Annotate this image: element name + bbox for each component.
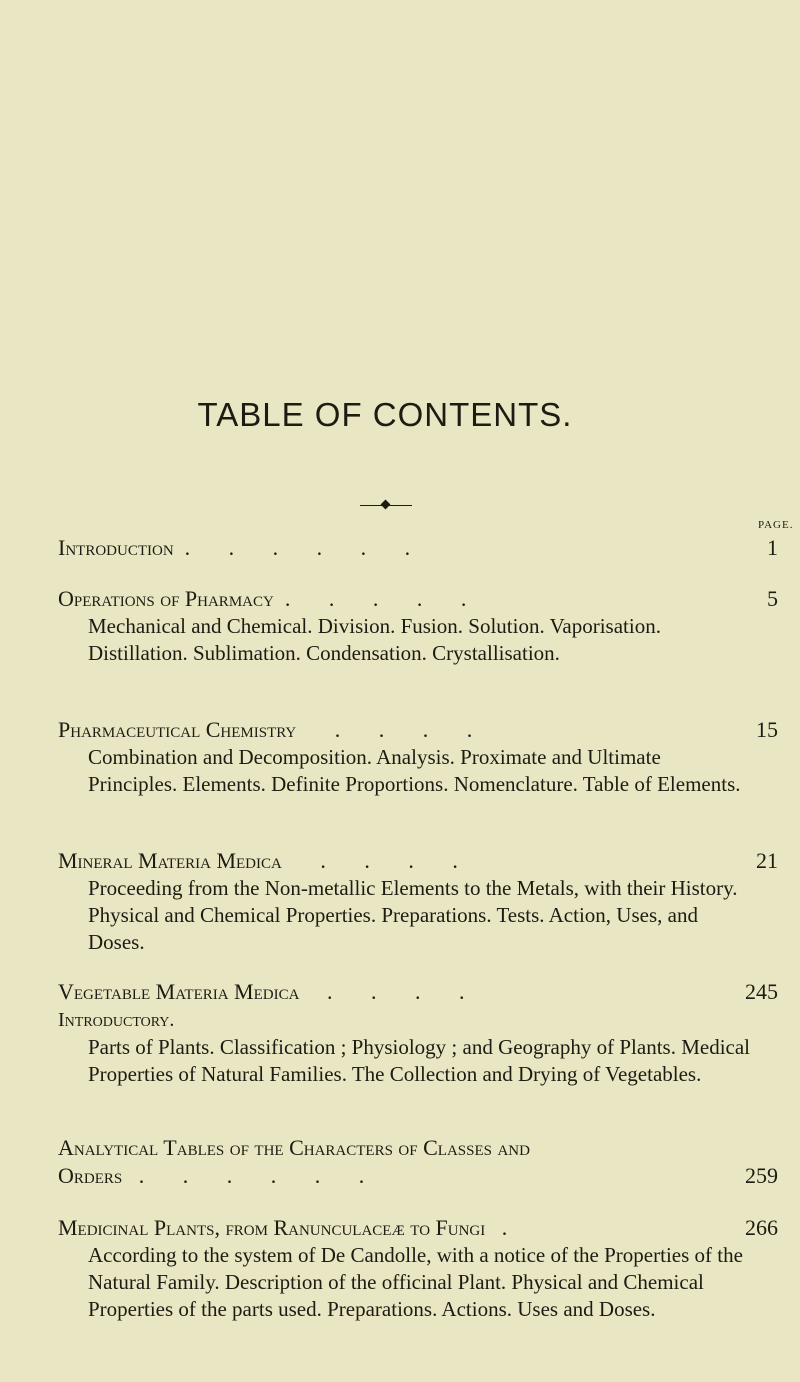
toc-heading	[58, 847, 778, 875]
toc-heading	[58, 534, 778, 562]
leader-dots: . . . . . .	[122, 1163, 365, 1188]
toc-entry-introduction	[58, 534, 778, 562]
toc-heading	[58, 978, 778, 1006]
toc-entry-pharmaceutical-chemistry	[58, 716, 778, 798]
leader-dots: . . . .	[296, 717, 473, 742]
leader-dots: . . . . .	[273, 586, 467, 611]
page-title: TABLE OF CONTENTS.	[197, 396, 573, 433]
leader-dots: . . . . . .	[173, 535, 411, 560]
toc-heading-text: Orders	[58, 1163, 123, 1188]
toc-heading-text: Mineral Materia Medica	[58, 848, 282, 873]
toc-subheading: Introductory.	[58, 1009, 175, 1031]
toc-description: Combination and Decomposition. Analysis. Proximate and Ultimate Principles. Elements. Definite Proportions. Nomenclature. Table of Elements.	[88, 745, 741, 796]
toc-entry-vegetable-materia-medica	[58, 978, 778, 1088]
toc-heading-text: Introduction	[58, 535, 174, 560]
toc-description: Mechanical and Chemical. Division. Fusion. Solution. Vaporisation. Distillation. Sublimation. Condensation. Crystallisation.	[88, 614, 661, 665]
toc-description: Proceeding from the Non-metallic Elements to the Metals, with their History. Physical and Chemical Properties. Preparations. Tests. Action, Uses, and Doses.	[88, 876, 738, 954]
toc-heading-text: Pharmaceutical Chemistry	[58, 717, 297, 742]
toc-page-number: 5	[767, 586, 778, 611]
toc-page-number: 259	[745, 1163, 778, 1188]
leader-dots: .	[485, 1215, 508, 1240]
diamond-ornament-icon	[381, 500, 391, 510]
toc-description: Parts of Plants. Classification ; Physiology ; and Geography of Plants. Medical Properties of Natural Families. The Collection and Drying of Vegetables.	[88, 1035, 751, 1086]
toc-entry-mineral-materia-medica	[58, 847, 778, 956]
toc-entry-analytical-tables	[58, 1134, 778, 1190]
toc-heading	[58, 716, 778, 744]
page-column-label: PAGE.	[758, 519, 794, 531]
toc-heading-text: Analytical Tables of the Characters of Classes and	[58, 1135, 530, 1160]
toc-entry-medicinal-plants	[58, 1214, 778, 1323]
toc-heading-continued	[58, 1162, 778, 1190]
toc-heading-text: Medicinal Plants, from Ranunculaceæ to Fungi	[58, 1215, 486, 1240]
toc-page-number: 245	[745, 979, 778, 1004]
leader-dots: . . . .	[299, 979, 465, 1004]
toc-description: According to the system of De Candolle, with a notice of the Properties of the Natural Family. Description of the officinal Plant. Physical and Chemical Properties of the parts used. Preparations. Actions. Uses and Doses.	[88, 1243, 743, 1321]
toc-heading-text: Vegetable Materia Medica	[58, 979, 300, 1004]
toc-page-number: 15	[756, 717, 778, 742]
toc-heading	[58, 1214, 778, 1242]
toc-heading	[58, 1134, 778, 1162]
toc-page-number: 21	[756, 848, 778, 873]
toc-heading	[58, 585, 778, 613]
toc-page-number: 1	[767, 535, 778, 560]
leader-dots: . . . .	[281, 848, 458, 873]
toc-page-number: 266	[745, 1215, 778, 1240]
toc-entry-operations	[58, 585, 778, 667]
toc-heading-text: Operations of Pharmacy	[58, 586, 274, 611]
